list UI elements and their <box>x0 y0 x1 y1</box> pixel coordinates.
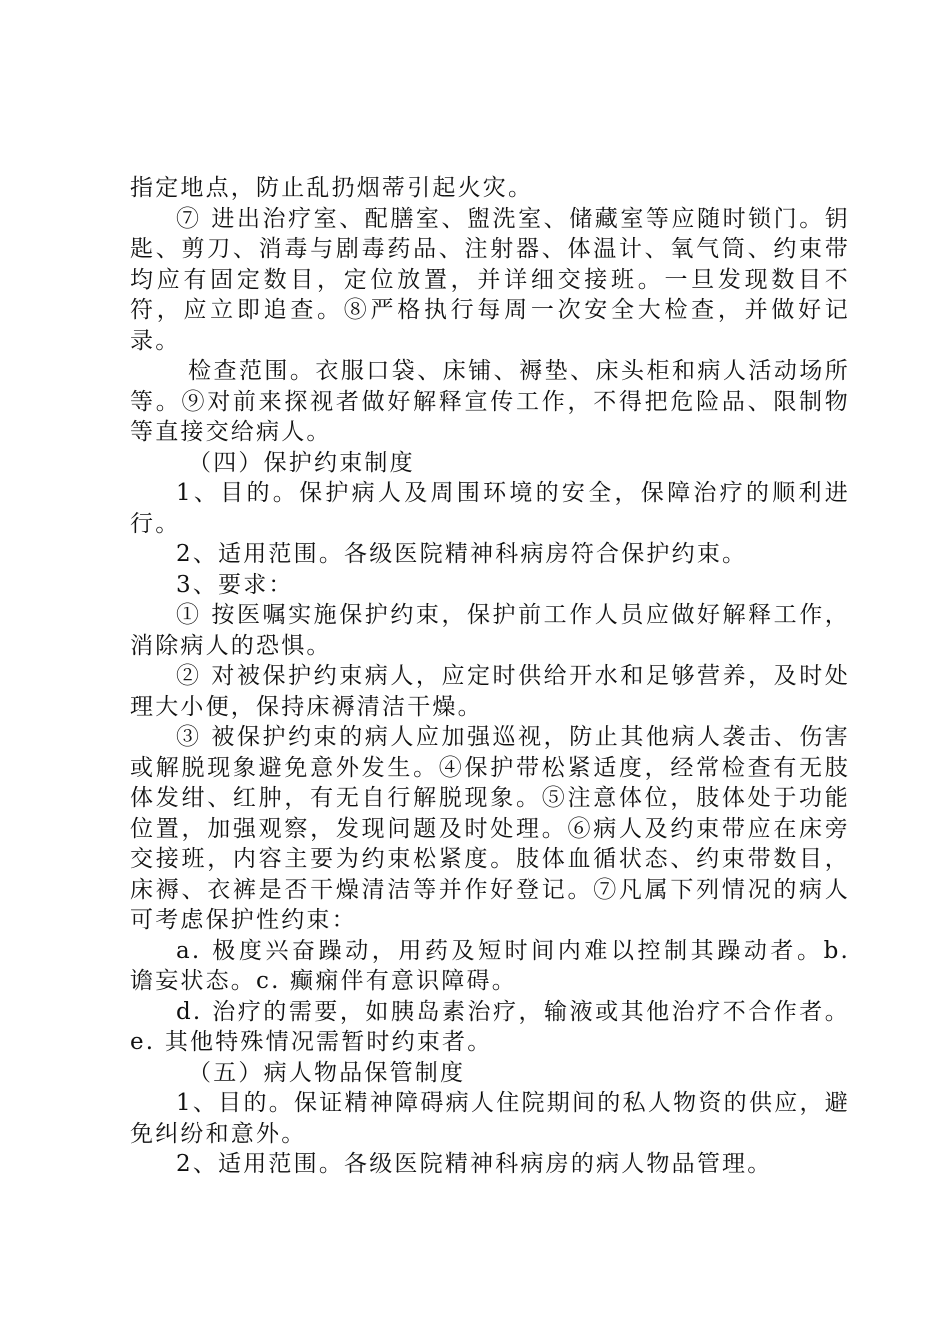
paragraph-14: 1、目的。保证精神障碍病人住院期间的私人物资的供应，避免纠纷和意外。 <box>130 1090 850 1147</box>
section-heading-5: （五）病人物品保管制度 <box>188 1059 466 1086</box>
paragraph-8: ① 按医嘱实施保护约束，保护前工作人员应做好解释工作，消除病人的恐惧。 <box>130 602 850 659</box>
paragraph-3: 检查范围。衣服口袋、床铺、褥垫、床头柜和病人活动场所等。⑨对前来探视者做好解释宣传工作，不得把危险品、限制物等直接交给病人。 <box>130 358 850 445</box>
paragraph-15: 2、适用范围。各级医院精神科病房的病人物品管理。 <box>176 1151 773 1177</box>
paragraph-5: 1、目的。保护病人及周围环境的安全，保障治疗的顺利进行。 <box>130 480 850 537</box>
paragraph-11: a. 极度兴奋躁动，用药及短时间内难以控制其躁动者。b. 谵妄状态。c. 癫痫伴有意识障碍。 <box>130 937 850 994</box>
section-heading-4: （四）保护约束制度 <box>188 449 415 476</box>
paragraph-10: ③ 被保护约束的病人应加强巡视，防止其他病人袭击、伤害或解脱现象避免意外发生。④保护带松紧适度，经常检查有无肢体发绀、红肿，有无自行解脱现象。⑤注意体位，肢体处于功能位置，加强观察，发现问题及时处理。⑥病人及约束带应在床旁交接班，内容主要为约束松紧度。肢体血循状态、约束带数目，床褥、衣裤是否干燥清洁等并作好登记。⑦凡属下列情况的病人可考虑保护性约束： <box>130 724 850 933</box>
paragraph-1: 指定地点，防止乱扔烟蒂引起火灾。 <box>130 175 534 201</box>
paragraph-7: 3、要求： <box>176 571 294 598</box>
document-body <box>130 173 850 1180</box>
paragraph-9: ② 对被保护约束病人，应定时供给开水和足够营养，及时处理大小便，保持床褥清洁干燥。 <box>130 663 850 720</box>
paragraph-2: ⑦ 进出治疗室、配膳室、盥洗室、储藏室等应随时锁门。钥匙、剪刀、消毒与剧毒药品、注射器、体温计、氧气筒、约束带均应有固定数目，定位放置，并详细交接班。一旦发现数目不符，应立即追查。⑧严格执行每周一次安全大检查，并做好记录。 <box>130 205 850 354</box>
paragraph-12: d. 治疗的需要，如胰岛素治疗，输液或其他治疗不合作者。e. 其他特殊情况需暂时约束者。 <box>130 998 850 1055</box>
paragraph-6: 2、适用范围。各级医院精神科病房符合保护约束。 <box>176 541 748 567</box>
